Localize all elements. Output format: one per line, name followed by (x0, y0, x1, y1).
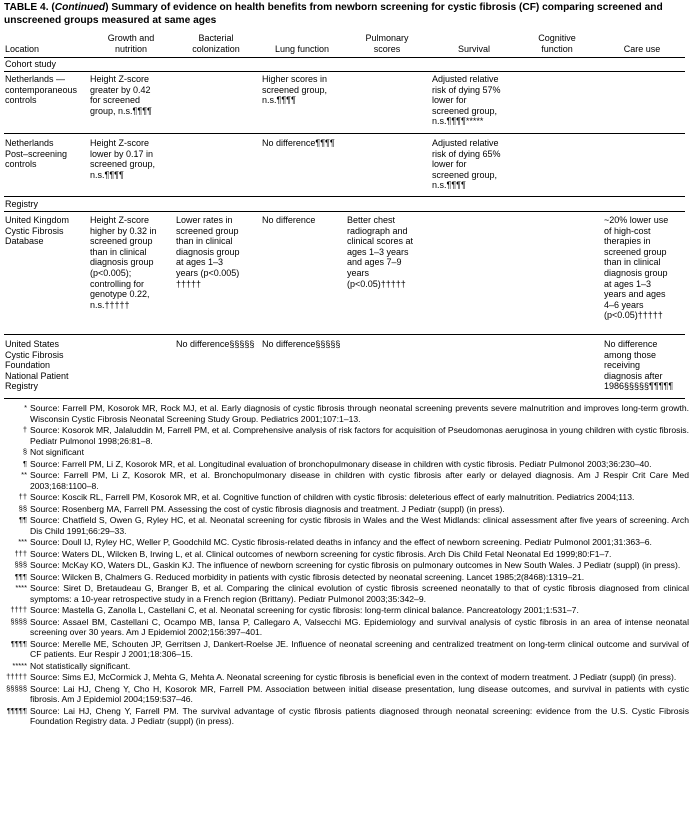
header-location: Location (5, 44, 40, 54)
footnote-mark: † (22, 425, 27, 434)
footnote-text: Source: McKay KO, Waters DL, Gaskin KJ. The influence of newborn screening for cystic fibrosis on pulmonary outcomes in New South Wales. J Pediatr (suppl) (in press). (30, 560, 681, 570)
row0-location: Netherlands — contemporaneous controls (5, 74, 78, 106)
footnote-mark: **** (15, 583, 27, 592)
footnote-text: Source: Kosorok MR, Jalaluddin M, Farrell PM, et al. Comprehensive analysis of risk factors for acquisition of Pseudomonas aeruginosa in young children with cystic fibrosis. Pediatr Pulmonol 1998;26:81–8. (30, 425, 689, 446)
rule-header (4, 57, 685, 58)
header-survival: Survival (457, 44, 490, 54)
table-title (4, 2, 685, 27)
footnote-text: Source: Rosenberg MA, Farrell PM. Assessing the cost of cystic fibrosis diagnosis and treatment. J Pediatr (suppl) (in press). (30, 503, 505, 514)
footnote-mark: †† (18, 492, 27, 501)
footnote-mark: ¶¶¶ (14, 571, 27, 581)
footnote (0, 572, 689, 583)
footnotes (0, 403, 689, 728)
row1-lung: No difference¶¶¶¶ (262, 138, 335, 148)
footnote-mark: ¶¶¶¶ (10, 638, 27, 648)
footnote (0, 605, 689, 616)
rule-cohort (4, 71, 685, 72)
footnote-mark: §§§ (14, 560, 27, 569)
footnote (0, 504, 689, 515)
footnote-mark: †††† (10, 605, 27, 614)
title-prefix: TABLE 4. ( (4, 2, 55, 13)
footnote-mark: §§§§ (10, 616, 27, 626)
footnote (0, 425, 689, 446)
rule-row1 (4, 196, 685, 197)
footnote-mark: ***** (12, 660, 27, 670)
footnote-text: Source: Doull IJ, Ryley HC, Weller P, Goodchild MC. Cystic fibrosis-related deaths in infancy and the effect of newborn screening. Pediatr Pulmonol 2001;31:363–6. (30, 537, 652, 547)
section-registry: Registry (5, 199, 39, 209)
header-bacterial: Bacterial colonization (192, 33, 240, 54)
footnote-text: Source: Sims EJ, McCormick J, Mehta G, Mehta A. Neonatal screening for cystic fibrosis is beneficial even in the context of modern treatment. J Pediatr (suppl) (in press). (30, 672, 677, 682)
header-lung: Lung function (274, 44, 330, 54)
title-continued: Continued (54, 2, 106, 13)
footnote (0, 560, 689, 571)
footnote (0, 492, 689, 503)
footnote (0, 617, 689, 638)
footnote (0, 583, 689, 604)
footnote-text: Source: Lai HJ, Cheng Y, Farrell PM. The survival advantage of cystic fibrosis patients diagnosed through neonatal screening: evidence from the U.S. Cystic Fibrosis Foundation Registry data. J Pediatr (suppl) (in press). (30, 705, 689, 726)
row1-location: Netherlands Post–screening controls (5, 138, 68, 170)
row1-survival: Adjusted relative risk of dying 65% lower for screened group, n.s.¶¶¶¶ (432, 138, 501, 191)
footnote-text: Source: Assael BM, Castellani C, Ocampo MB, Iansa P, Callegaro A, Valsecchi MG. Epidemiology and survival analysis of cystic fibrosis in an area of intense neonatal screening over 30 years. Am J Epidemiol 2002;156:397–401. (30, 616, 689, 637)
header-care: Care use (623, 44, 661, 54)
footnote-text: Source: Merelle ME, Schouten JP, Gerritsen J, Dankert-Roelse JE. Influence of neonatal screening and centralized treatment on long-term clinical outcome and survival of CF patients. Eur Respir J 2001;18:306–15. (30, 638, 689, 659)
footnote (0, 470, 689, 491)
footnote-text: Source: Wilcken B, Chalmers G. Reduced morbidity in patients with cystic fibrosis detected by neonatal screening. Lancet 1985;2(8468):1319–21. (30, 571, 585, 582)
footnote (0, 537, 689, 548)
row3-location: United States Cystic Fibrosis Foundation National Patient Registry (5, 339, 69, 392)
footnote-mark: §§§§§ (6, 683, 27, 693)
rule-registry (4, 211, 685, 212)
footnote-mark: §§ (18, 503, 27, 513)
footnote (0, 459, 689, 470)
row3-care: No difference among those receiving diagnosis after 1986§§§§§¶¶¶¶¶ (604, 339, 674, 392)
rule-table-bottom (4, 398, 685, 399)
row2-pulmonary: Better chest radiograph and clinical scores at ages 1–3 years and ages 7–9 years (p<0.05)††††† (347, 215, 414, 289)
header-growth: Growth and nutrition (107, 33, 155, 54)
footnote (0, 661, 689, 672)
header-pulmonary: Pulmonary scores (365, 33, 409, 54)
footnote-text: Source: Koscik RL, Farrell PM, Kosorok MR, et al. Cognitive function of children with cystic fibrosis: deleterious effect of early malnutrition. Pediatrics 2004;113. (30, 492, 635, 502)
header-cognitive: Cognitive function (538, 33, 576, 54)
footnote-text: Source: Siret D, Bretaudeau G, Branger B, et al. Comparing the clinical evolution of cystic fibrosis screened neonatally to that of cystic fibrosis diagnosed from clinical symptoms: a 10-year retrospective study in a French region (Brittany). Pediatr Pulmonol 2003;35:342–9. (30, 583, 689, 604)
row0-survival: Adjusted relative risk of dying 57% lower for screened group, n.s.¶¶¶¶***** (432, 74, 501, 127)
row0-lung: Higher scores in screened group, n.s.¶¶¶¶ (262, 74, 328, 106)
title-rest: ) Summary of evidence on health benefits from newborn screening for cystic fibrosis (CF) comparing screened and unscreened groups measured at same ages (4, 2, 663, 26)
row0-growth: Height Z-score greater by 0.42 for screened group, n.s.¶¶¶¶ (90, 74, 152, 116)
footnote (0, 672, 689, 683)
row2-bacterial: Lower rates in screened group than in clinical diagnosis group at ages 1–3 years (p<0.005) ††††† (176, 215, 240, 289)
footnote-mark: § (22, 447, 27, 456)
footnote (0, 515, 689, 536)
footnote-mark: ** (21, 470, 27, 479)
footnote (0, 549, 689, 560)
footnote-mark: * (24, 403, 27, 412)
footnote-mark: ¶ (22, 458, 27, 468)
row2-care: ~20% lower use of high-cost therapies in screened group than in clinical diagnosis group at ages 1–3 years and ages 4–6 years (p<0.05)††††† (604, 215, 669, 321)
footnote (0, 447, 689, 458)
section-cohort: Cohort study (5, 59, 57, 69)
row2-growth: Height Z-score higher by 0.32 in screened group than in clinical diagnosis group (p<0.005); controlling for genotype 0.22, n.s.††††† (90, 215, 157, 310)
rule-row0 (4, 133, 685, 134)
footnote-text: Source: Lai HJ, Cheng Y, Cho H, Kosorok MR, Farrell PM. Association between initial disease presentation, lung disease outcomes, and survival in patients with cystic fibrosis. Am J Epidemiol 2004;159:537–46. (30, 683, 689, 704)
footnote-mark: ††† (14, 548, 27, 558)
footnote (0, 639, 689, 660)
footnote-text: Source: Farrell PM, Kosorok MR, Rock MJ, et al. Early diagnosis of cystic fibrosis through neonatal screening prevents severe malnutrition and improves long-term growth. Wisconsin Cystic Fibrosis Neonatal Screening Study Group. Pediatrics 2001;107:1–13. (30, 403, 689, 424)
footnote (0, 684, 689, 705)
footnote-mark: ††††† (6, 672, 27, 681)
row1-growth: Height Z-score lower by 0.17 in screened group, n.s.¶¶¶¶ (90, 138, 156, 180)
footnote-text: Source: Chatfield S, Owen G, Ryley HC, et al. Neonatal screening for cystic fibrosis in Wales and the West Midlands: clinical assessment after five years of screening. Arch Dis Child 1991;66:29–33. (30, 515, 689, 536)
row2-lung: No difference (262, 215, 316, 225)
row2-location: United Kingdom Cystic Fibrosis Database (5, 215, 70, 247)
footnote (0, 706, 689, 727)
row3-bacterial: No difference§§§§§ (176, 339, 255, 349)
footnote-mark: *** (18, 537, 27, 546)
rule-row2 (4, 334, 685, 335)
footnote-mark: ¶¶¶¶¶ (6, 705, 27, 715)
footnote-text: Source: Waters DL, Wilcken B, Irwing L, et al. Clinical outcomes of newborn screening for cystic fibrosis. Arch Dis Child Fetal Neonatal Ed 1999;80:F1–7. (30, 548, 612, 559)
footnote-text: Not significant (30, 447, 84, 457)
footnote-text: Source: Farrell PM, Li Z, Kosorok MR, et al. Bronchopulmonary disease in children with cystic fibrosis after early or delayed diagnosis. Am J Respir Crit Care Med 2003;168:1100–8. (30, 470, 689, 491)
footnote-text: Not statistically significant. (30, 660, 131, 671)
row3-lung: No difference§§§§§ (262, 339, 341, 349)
footnote-text: Source: Mastella G, Zanolla L, Castellani C, et al. Neonatal screening for cystic fibrosis: long-term clinical balance. Pancreatology 2001;1:531–7. (30, 605, 579, 615)
footnote-text: Source: Farrell PM, Li Z, Kosorok MR, et al. Longitudinal evaluation of bronchopulmonary disease in children with cystic fibrosis. Pediatr Pulmonol 2003;36:230–40. (30, 458, 652, 469)
footnote (0, 403, 689, 424)
footnote-mark: ¶¶ (18, 515, 27, 524)
